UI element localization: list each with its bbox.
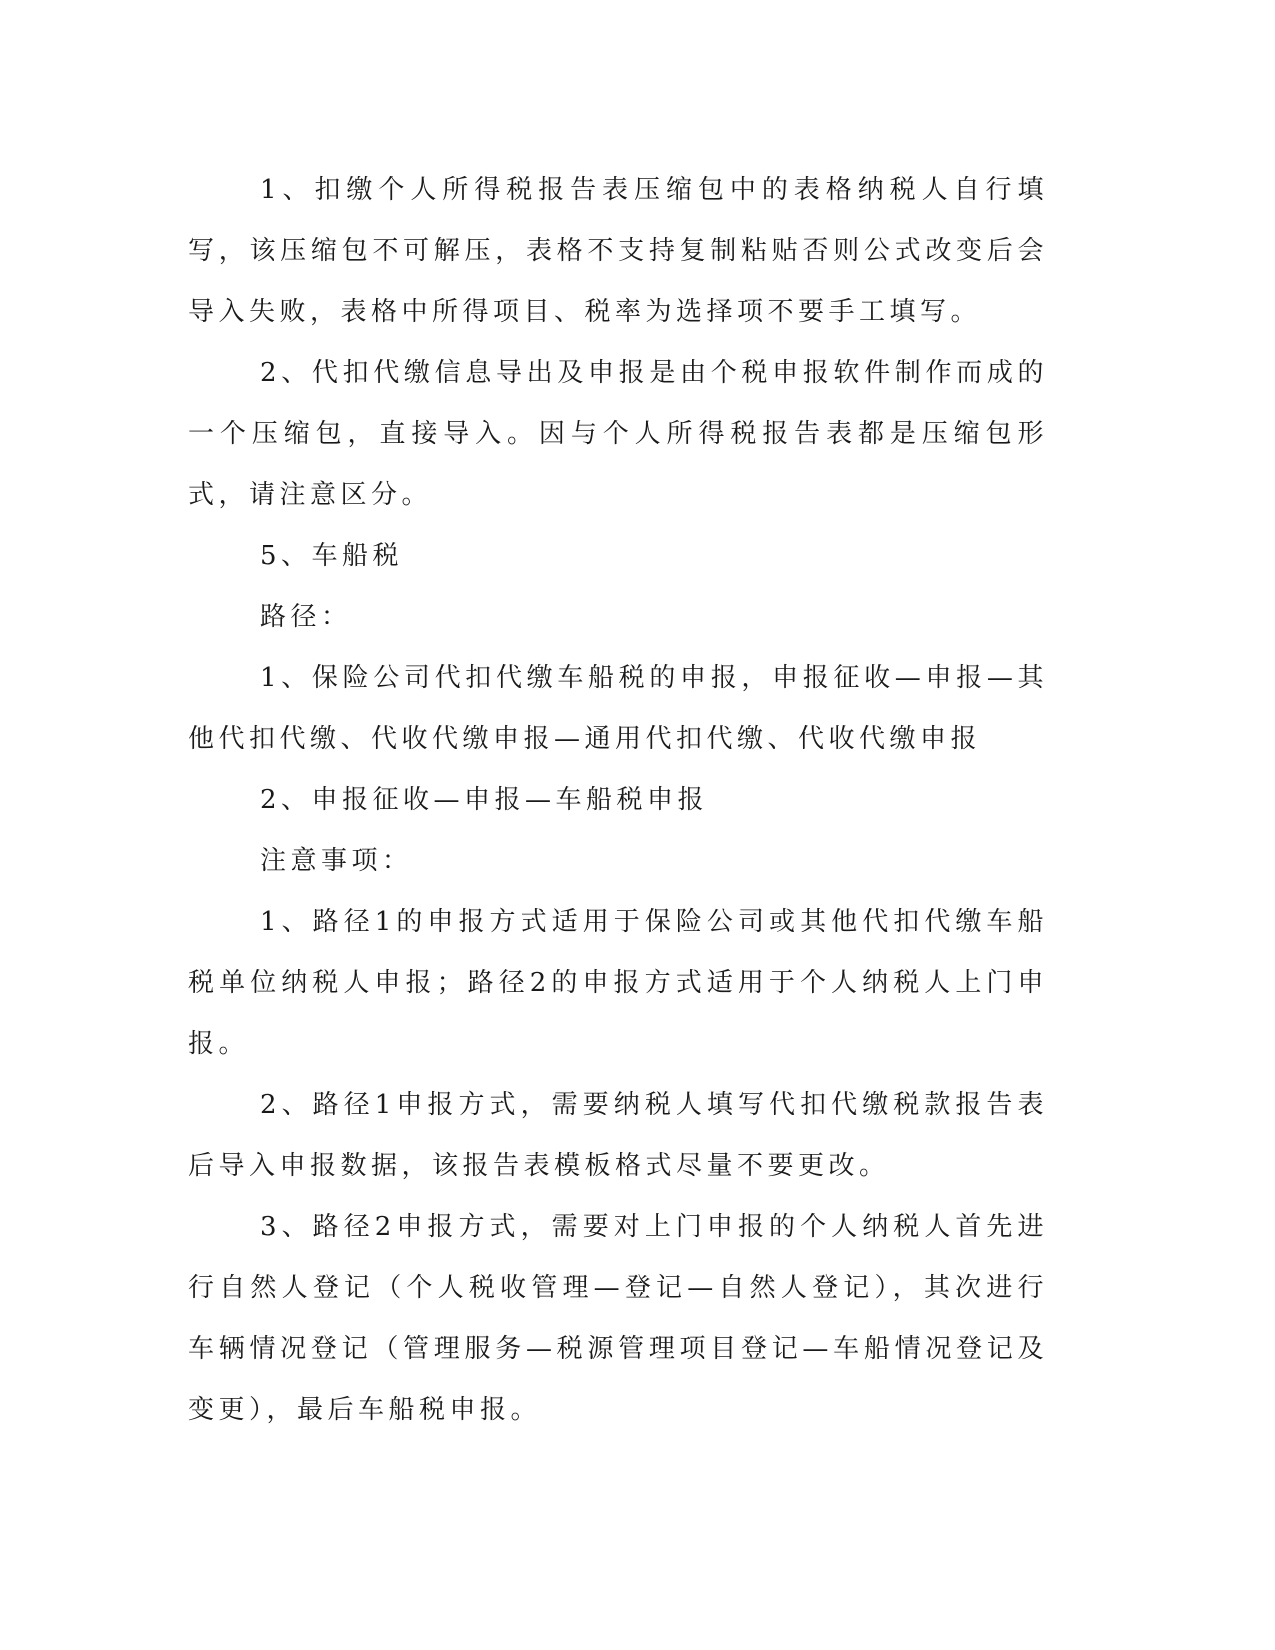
path-item-2: 2、申报征收—申报—车船税申报	[260, 785, 709, 815]
paragraph-compression-package-note: 1、扣缴个人所得税报告表压缩包中的表格纳税人自行填写，该压缩包不可解压，表格不支持复制粘贴否则公式改变后会导入失败，表格中所得项目、税率为选择项不要手工填写。	[188, 175, 1048, 327]
section-heading-vehicle-vessel-tax: 5、车船税	[260, 541, 404, 571]
document-body	[188, 160, 1048, 1441]
note-item-3: 3、路径2申报方式，需要对上门申报的个人纳税人首先进行自然人登记（个人税收管理—登记—自然人登记），其次进行车辆情况登记（管理服务—税源管理项目登记—车船情况登记及变更），最后车船税申报。	[188, 1212, 1048, 1425]
path-item-1: 1、保险公司代扣代缴车船税的申报，申报征收—申报—其他代扣代缴、代收代缴申报—通用代扣代缴、代收代缴申报	[188, 663, 1048, 754]
label-path: 路径：	[260, 602, 352, 632]
paragraph-withholding-export-note: 2、代扣代缴信息导出及申报是由个税申报软件制作而成的一个压缩包，直接导入。因与个人所得税报告表都是压缩包形式，请注意区分。	[188, 358, 1048, 510]
label-notes: 注意事项：	[260, 846, 413, 876]
note-item-1: 1、路径1的申报方式适用于保险公司或其他代扣代缴车船税单位纳税人申报；路径2的申报方式适用于个人纳税人上门申报。	[188, 907, 1048, 1059]
note-item-2: 2、路径1申报方式，需要纳税人填写代扣代缴税款报告表后导入申报数据，该报告表模板格式尽量不要更改。	[188, 1090, 1048, 1181]
